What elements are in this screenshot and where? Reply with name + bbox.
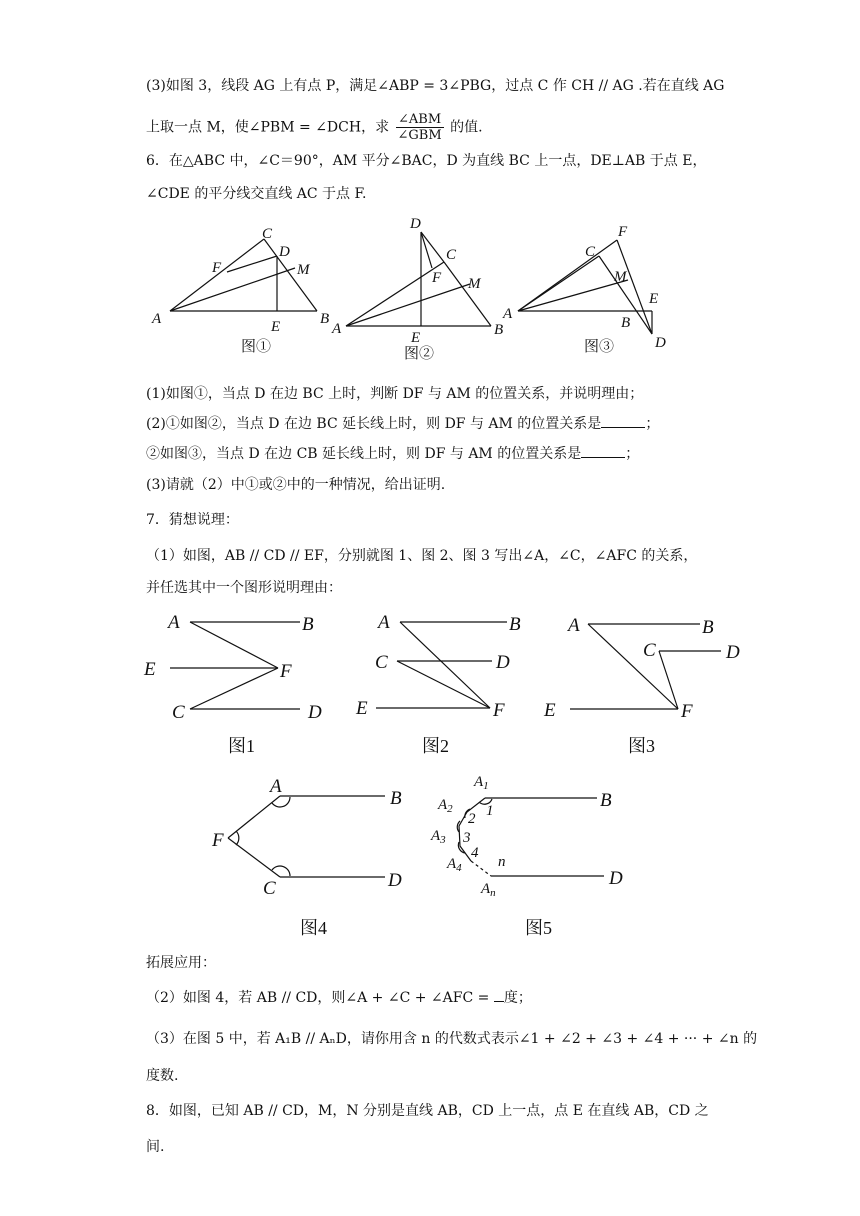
label: E: [411, 330, 421, 346]
label: A: [152, 311, 162, 327]
label: F: [212, 260, 222, 276]
p7-q2: [146, 987, 532, 1008]
label: A: [503, 306, 513, 322]
label: A: [168, 612, 180, 633]
fraction-numerator: ∠ABM: [396, 112, 444, 128]
label: [473, 774, 489, 792]
label: F: [212, 830, 224, 851]
angle-arc: [272, 866, 290, 876]
p6-q1: (1)如图①，当点 D 在边 BC 上时，判断 DF 与 AM 的位置关系，并说明理由；: [146, 386, 644, 402]
label: E: [144, 659, 156, 680]
p7-q3-line2: 度数.: [146, 1068, 179, 1084]
label: E: [649, 291, 659, 307]
answer-blank: [601, 413, 645, 428]
label: B: [302, 614, 314, 635]
fraction-denominator: ∠GBM: [397, 128, 442, 143]
label: C: [172, 702, 185, 723]
figure-caption: 图②: [404, 346, 435, 362]
angle-number: 1: [486, 803, 494, 819]
label: D: [609, 868, 623, 889]
p7-q1-line2: 并任选其中一个图形说明理由：: [146, 580, 342, 596]
p5-q3-text-b: 的值.: [450, 119, 483, 136]
angle-number: n: [498, 854, 506, 870]
answer-blank: [581, 443, 625, 458]
label: C: [643, 640, 656, 661]
p5-q3-text-a: 上取一点 M，使∠PBM = ∠DCH，求: [146, 119, 390, 136]
subscript: 1: [483, 780, 489, 792]
label: $A_3$: [431, 828, 446, 846]
label: M: [614, 269, 627, 285]
p7-q1-line1: （1）如图，AB // CD // EF，分别就图 1、图 2、图 3 写出∠A，∠C，∠AFC 的关系，: [146, 548, 698, 564]
p6-q2a-text: (2)①如图②，当点 D 在边 BC 延长线上时，则 DF 与 AM 的位置关系是: [146, 416, 602, 432]
label: D: [410, 216, 421, 232]
figure-caption: 图2: [422, 736, 449, 756]
label: C: [446, 247, 457, 263]
figure-caption: 图1: [228, 736, 255, 756]
p6-q2a: [146, 413, 659, 434]
label: E: [271, 319, 281, 335]
figure-7-5: [430, 774, 623, 938]
figure-7-3: [543, 615, 740, 756]
label: $A_4$: [447, 856, 462, 874]
label: B: [320, 311, 330, 327]
figure-caption: 图4: [300, 918, 327, 938]
figure-6-3: [502, 224, 666, 355]
label: B: [494, 322, 504, 338]
angle-number: 2: [468, 811, 476, 827]
p7-q2-end: 度；: [503, 990, 532, 1006]
p6-q2b-end: ；: [625, 446, 640, 462]
figure-7-1: [143, 612, 322, 756]
label: B: [390, 788, 402, 809]
p6-stem-line2: ∠CDE 的平分线交直线 AC 于点 F.: [146, 186, 367, 202]
figure-7-4: [211, 776, 402, 938]
label: B: [702, 617, 714, 638]
label: M: [297, 262, 310, 278]
label: F: [280, 661, 292, 682]
angle-number: 3: [463, 830, 471, 846]
label: B: [621, 315, 631, 331]
label: E: [544, 700, 556, 721]
label: $A_n$: [481, 881, 496, 899]
label: F: [618, 224, 628, 240]
label: D: [726, 642, 740, 663]
figure-6-2: [331, 216, 503, 362]
p7-q3-line1: （3）在图 5 中，若 A₁B // AₙD，请你用含 n 的代数式表示∠1 + ∠2 + ∠3 + ∠4 + ··· + ∠n 的: [146, 1031, 758, 1047]
figure-caption: 图5: [525, 918, 552, 938]
label: $A_2$: [438, 797, 453, 815]
angle-arc: [272, 797, 290, 807]
p6-stem-line1: 6．在△ABC 中，∠C＝90°，AM 平分∠BAC，D 为直线 BC 上一点，DE⊥AB 于点 E，: [146, 153, 707, 169]
angle-number: 4: [471, 845, 479, 861]
label: B: [600, 790, 612, 811]
figure-7-2: [355, 612, 521, 756]
label: B: [509, 614, 521, 635]
label: E: [356, 698, 368, 719]
label: F: [493, 700, 505, 721]
p6-q2a-end: ；: [645, 416, 660, 432]
label: A: [332, 321, 342, 337]
label: A: [270, 776, 282, 797]
label: C: [263, 878, 276, 899]
label: D: [655, 335, 666, 351]
figure-caption: 图3: [628, 736, 655, 756]
answer-blank: [494, 987, 504, 1002]
p6-q2b-text: ②如图③，当点 D 在边 CB 延长线上时，则 DF 与 AM 的位置关系是: [146, 446, 582, 462]
p7-q2-text: （2）如图 4，若 AB // CD，则∠A + ∠C + ∠AFC =: [146, 990, 494, 1006]
p6-q3: (3)请就（2）中①或②中的一种情况，给出证明.: [146, 477, 446, 493]
p6-q2b: [146, 443, 639, 464]
figure-6-1: [151, 226, 329, 355]
label: F: [432, 270, 442, 286]
label: A: [568, 615, 580, 636]
vertex-label: A: [474, 774, 484, 790]
label: D: [308, 702, 322, 723]
p7-extension-title: 拓展应用：: [146, 955, 216, 971]
label: D: [279, 244, 290, 260]
label: A: [378, 612, 390, 633]
p5-q3-line1: (3)如图 3，线段 AG 上有点 P，满足∠ABP = 3∠PBG，过点 C 作 CH // AG .若在直线 AG: [146, 78, 725, 94]
label: F: [681, 701, 693, 722]
label: M: [468, 276, 481, 292]
angle-arc: [236, 831, 239, 845]
label: D: [388, 870, 402, 891]
p8-line2: 间.: [146, 1139, 165, 1155]
label: D: [496, 652, 510, 673]
p7-title: 7．猜想说理：: [146, 512, 239, 528]
label: C: [262, 226, 273, 242]
label: C: [585, 244, 596, 260]
label: C: [375, 652, 388, 673]
figure-caption: 图①: [241, 339, 272, 355]
p8-line1: 8．如图，已知 AB // CD，M，N 分别是直线 AB，CD 上一点，点 E 在直线 AB，CD 之: [146, 1103, 709, 1119]
figure-caption: 图③: [584, 339, 615, 355]
